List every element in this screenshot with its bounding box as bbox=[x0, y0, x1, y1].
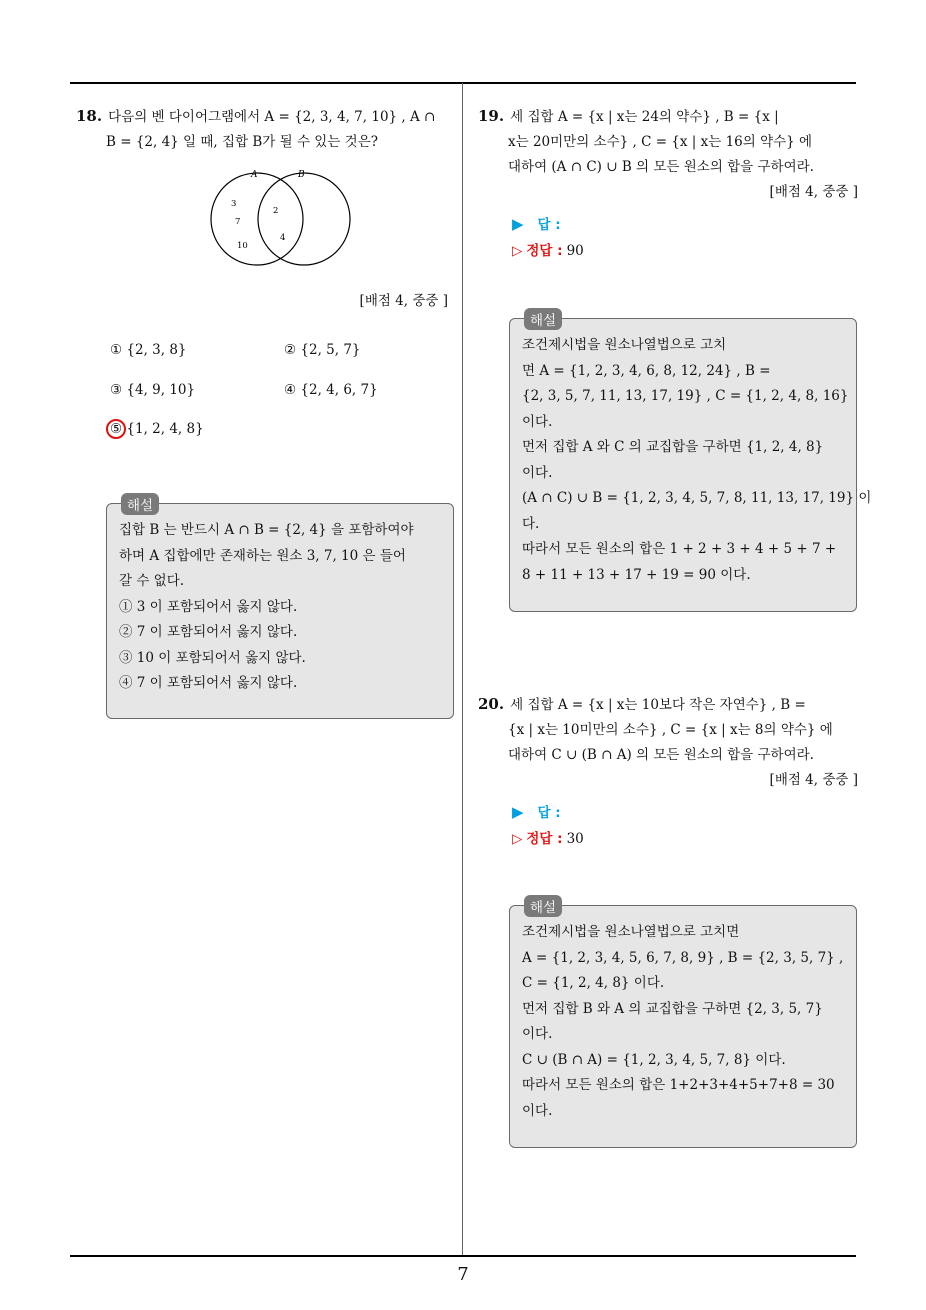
score-label: [배점 4, 중중 ] bbox=[769, 772, 858, 788]
venn-element: 10 bbox=[237, 241, 248, 251]
explanation-line: ④ 7 이 포함되어서 옳지 않다. bbox=[119, 675, 298, 691]
choice-2[interactable] bbox=[284, 342, 361, 358]
header-rule bbox=[70, 82, 856, 84]
play-icon: ▶ bbox=[512, 803, 524, 821]
explanation-line: 따라서 모든 원소의 합은 1+2+3+4+5+7+8 = 30 bbox=[522, 1077, 835, 1093]
correct-answer-label: 정답 : bbox=[526, 831, 563, 847]
explanation-tag: 해설 bbox=[524, 308, 562, 330]
correct-answer-value: 30 bbox=[566, 831, 584, 847]
column-divider bbox=[462, 83, 463, 1255]
question-number: 20. bbox=[478, 695, 505, 713]
choice-mark: ④ bbox=[284, 382, 297, 398]
explanation-line: 먼저 집합 B 와 A 의 교집합을 구하면 {2, 3, 5, 7} bbox=[522, 1000, 823, 1017]
explanation-line: 이다. bbox=[522, 413, 553, 430]
choice-text: {4, 9, 10} bbox=[126, 382, 196, 398]
venn-element: 3 bbox=[231, 199, 237, 209]
question-text-line: {x | x는 10미만의 소수} , C = {x | x는 8의 약수} 에 bbox=[508, 722, 833, 738]
explanation-box-20 bbox=[509, 900, 857, 1148]
explanation-line: C = {1, 2, 4, 8} 이다. bbox=[522, 975, 665, 991]
venn-circle-a bbox=[211, 173, 303, 265]
question-number: 18. bbox=[76, 107, 103, 125]
venn-element: 2 bbox=[273, 206, 279, 216]
explanation-line: C ∪ (B ∩ A) = {1, 2, 3, 4, 5, 7, 8} 이다. bbox=[522, 1051, 786, 1068]
explanation-line: 하며 A 집합에만 존재하는 원소 3, 7, 10 은 들어 bbox=[119, 547, 406, 564]
explanation-line: ③ 10 이 포함되어서 옳지 않다. bbox=[119, 649, 306, 666]
choice-list bbox=[110, 342, 450, 452]
question-text-line: 대하여 (A ∩ C) ∪ B 의 모든 원소의 합을 구하여라. bbox=[508, 159, 814, 175]
explanation-line: 조건제시법을 원소나열법으로 고치 bbox=[522, 337, 727, 353]
question-text-line: 세 집합 A = {x | x는 24의 약수} , B = {x | bbox=[510, 109, 779, 125]
triangle-outline-icon: ▷ bbox=[512, 831, 523, 847]
score-label: [배점 4, 중중 ] bbox=[359, 293, 448, 309]
choice-text: {2, 3, 8} bbox=[126, 342, 187, 358]
venn-circle-b bbox=[258, 173, 350, 265]
explanation-tag: 해설 bbox=[121, 493, 159, 515]
choice-mark: ① bbox=[110, 342, 123, 358]
correct-answer-value: 90 bbox=[566, 243, 584, 259]
venn-label-b: B bbox=[298, 170, 305, 180]
page-number: 7 bbox=[457, 1264, 469, 1285]
question-text-line: x는 20미만의 소수} , C = {x | x는 16의 약수} 에 bbox=[508, 134, 813, 150]
question-text-line: 세 집합 A = {x | x는 10보다 작은 자연수} , B = bbox=[510, 697, 806, 713]
correct-answer-row bbox=[478, 238, 858, 264]
explanation-tag: 해설 bbox=[524, 895, 562, 917]
explanation-line: 다. bbox=[522, 515, 540, 532]
explanation-line: 면 A = {1, 2, 3, 4, 6, 8, 12, 24} , B = bbox=[522, 362, 771, 379]
answer-label: 답 : bbox=[537, 217, 561, 233]
venn-diagram bbox=[205, 168, 355, 270]
answer-row[interactable] bbox=[478, 211, 858, 238]
explanation-line: 이다. bbox=[522, 1026, 553, 1042]
choice-mark: ⑤ bbox=[110, 421, 123, 437]
explanation-line: (A ∩ C) ∪ B = {1, 2, 3, 4, 5, 7, 8, 11, 13, 17, 19} 이 bbox=[522, 490, 872, 506]
question-text-line: 대하여 C ∪ (B ∩ A) 의 모든 원소의 합을 구하여라. bbox=[508, 747, 814, 763]
explanation-line: A = {1, 2, 3, 4, 5, 6, 7, 8, 9} , B = {2, 3, 5, 7} , bbox=[522, 949, 844, 966]
question-18 bbox=[76, 104, 456, 155]
question-19 bbox=[478, 104, 858, 264]
explanation-line: 조건제시법을 원소나열법으로 고치면 bbox=[522, 924, 740, 940]
question-20 bbox=[478, 692, 858, 852]
play-icon: ▶ bbox=[512, 215, 524, 233]
triangle-outline-icon: ▷ bbox=[512, 243, 523, 259]
answer-label: 답 : bbox=[537, 805, 561, 821]
question-number: 19. bbox=[478, 107, 505, 125]
explanation-line: 이다. bbox=[522, 464, 553, 481]
correct-answer-row bbox=[478, 826, 858, 852]
venn-element: 7 bbox=[235, 217, 241, 227]
question-text-line: 다음의 벤 다이어그램에서 A = {2, 3, 4, 7, 10} , A ∩ bbox=[108, 109, 436, 125]
correct-answer-label: 정답 : bbox=[526, 243, 563, 259]
question-text-line: B = {2, 4} 일 때, 집합 B가 될 수 있는 것은? bbox=[106, 134, 378, 150]
correct-answer-circle bbox=[106, 419, 126, 439]
choice-mark: ③ bbox=[110, 382, 123, 398]
footer-rule bbox=[70, 1255, 856, 1257]
venn-label-a: A bbox=[251, 170, 258, 180]
explanation-line: {2, 3, 5, 7, 11, 13, 17, 19} , C = {1, 2, 4, 8, 16} bbox=[522, 388, 849, 404]
choice-text: {2, 4, 6, 7} bbox=[300, 382, 378, 398]
choice-text: {2, 5, 7} bbox=[300, 342, 361, 358]
explanation-line: 집합 B 는 반드시 A ∩ B = {2, 4} 을 포함하여야 bbox=[119, 522, 414, 538]
choice-3[interactable] bbox=[110, 382, 195, 398]
explanation-line: 8 + 11 + 13 + 17 + 19 = 90 이다. bbox=[522, 566, 751, 583]
explanation-box-19 bbox=[509, 313, 872, 612]
explanation-line: 먼저 집합 A 와 C 의 교집합을 구하면 {1, 2, 4, 8} bbox=[522, 439, 824, 455]
score-label: [배점 4, 중중 ] bbox=[769, 184, 858, 200]
explanation-line: ① 3 이 포함되어서 옳지 않다. bbox=[119, 598, 298, 615]
explanation-line: 갈 수 없다. bbox=[119, 573, 185, 589]
choice-1[interactable] bbox=[110, 342, 187, 358]
choice-4[interactable] bbox=[284, 382, 378, 398]
answer-row[interactable] bbox=[478, 799, 858, 826]
explanation-line: 따라서 모든 원소의 합은 1 + 2 + 3 + 4 + 5 + 7 + bbox=[522, 541, 837, 557]
explanation-box-18 bbox=[106, 498, 454, 719]
choice-text: {1, 2, 4, 8} bbox=[126, 421, 204, 437]
explanation-line: 이다. bbox=[522, 1102, 553, 1119]
choice-mark: ② bbox=[284, 342, 297, 358]
venn-element: 4 bbox=[280, 233, 286, 243]
explanation-line: ② 7 이 포함되어서 옳지 않다. bbox=[119, 624, 298, 640]
